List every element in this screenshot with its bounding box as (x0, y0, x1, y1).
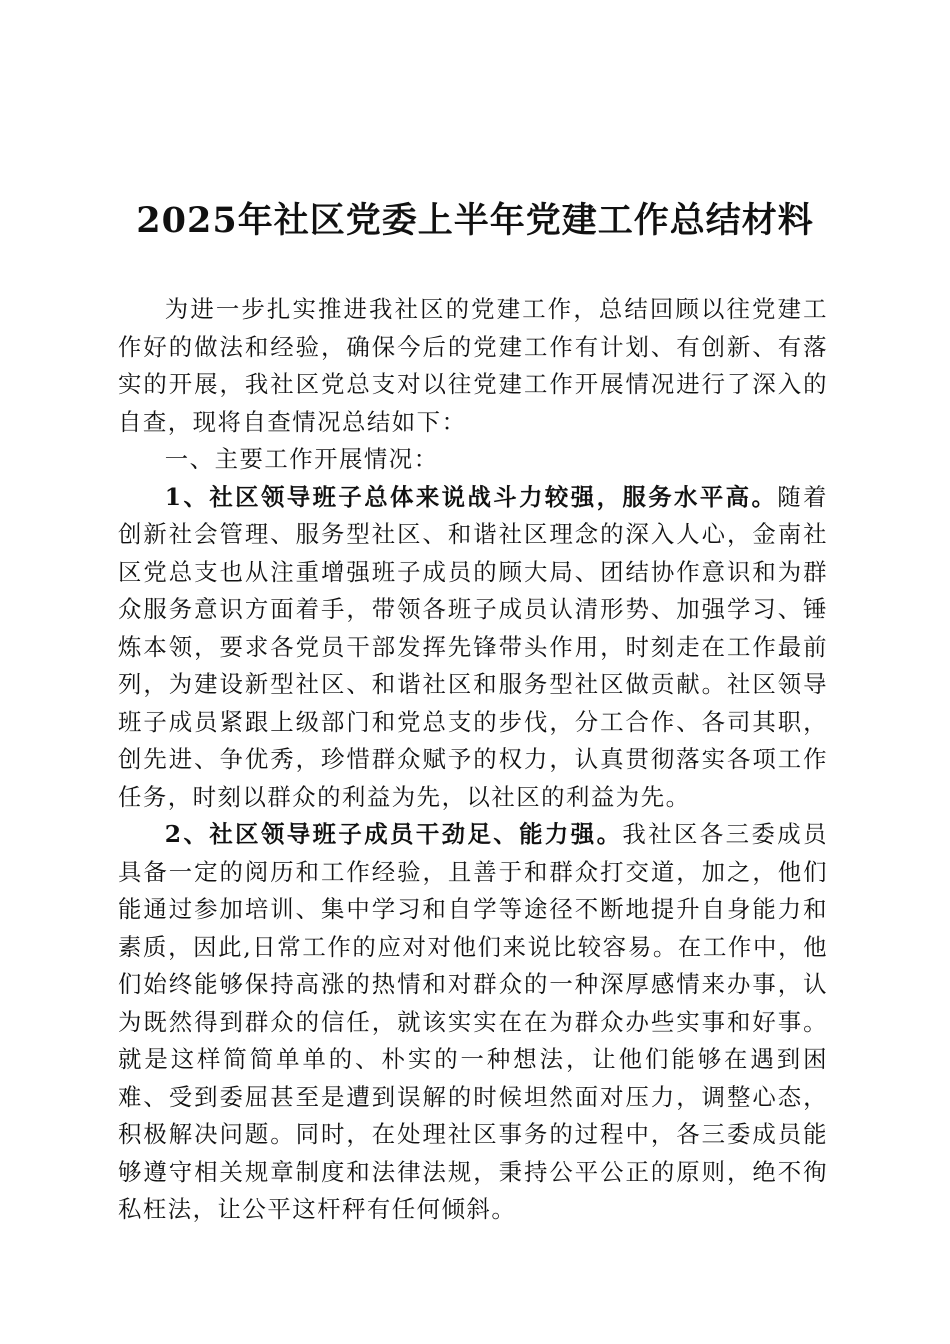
section-heading: 一、主要工作开展情况： (164, 445, 439, 473)
item-1-lead: 1、社区领导班子总体来说战斗力较强，服务水平高。 (164, 482, 778, 511)
item-2-paragraph (118, 816, 828, 1229)
item-1-paragraph (118, 479, 828, 817)
item-1-text: 随着创新社会管理、服务型社区、和谐社区理念的深入人心，金南社区党总支也从注重增强班子成员的顾大局、团结协作意识和为群众服务意识方面着手，带领各班子成员认清形势、加强学习、锤炼本领，要求各党员干部发挥先锋带头作用，时刻走在工作最前列，为建设新型社区、和谐社区和服务型社区做贡献。社区领导班子成员紧跟上级部门和党总支的步伐，分工合作、各司其职，创先进、争优秀，珍惜群众赋予的权力，认真贯彻落实各项工作任务，时刻以群众的利益为先，以社区的利益为先。 (118, 482, 829, 811)
item-2-lead: 2、社区领导班子成员干劲足、能力强。 (164, 820, 623, 848)
document-body (118, 291, 828, 1229)
item-2-text: 我社区各三委成员具备一定的阅历和工作经验，且善于和群众打交道，加之，他们能通过参加培训、集中学习和自学等途径不断地提升自身能力和素质，因此,日常工作的应对对他们来说比较容易。在工作中，他们始终能够保持高涨的热情和对群众的一种深厚感情来办事，认为既然得到群众的信任，就该实实在在为群众办些实事和好事。就是这样简简单单的、朴实的一种想法，让他们能够在遇到困难、受到委屈甚至是遭到误解的时候坦然面对压力，调整心态，积极解决问题。同时，在处理社区事务的过程中，各三委成员能够遵守相关规章制度和法律法规，秉持公平公正的原则，绝不徇私枉法，让公平这杆秤有任何倾斜。 (118, 820, 828, 1223)
intro-paragraph: 为进一步扎实推进我社区的党建工作，总结回顾以往党建工作好的做法和经验，确保今后的党建工作有计划、有创新、有落实的开展，我社区党总支对以往党建工作开展情况进行了深入的自查，现将自查情况总结如下： (118, 295, 828, 436)
document-title: 2025年社区党委上半年党建工作总结材料 (136, 200, 814, 241)
